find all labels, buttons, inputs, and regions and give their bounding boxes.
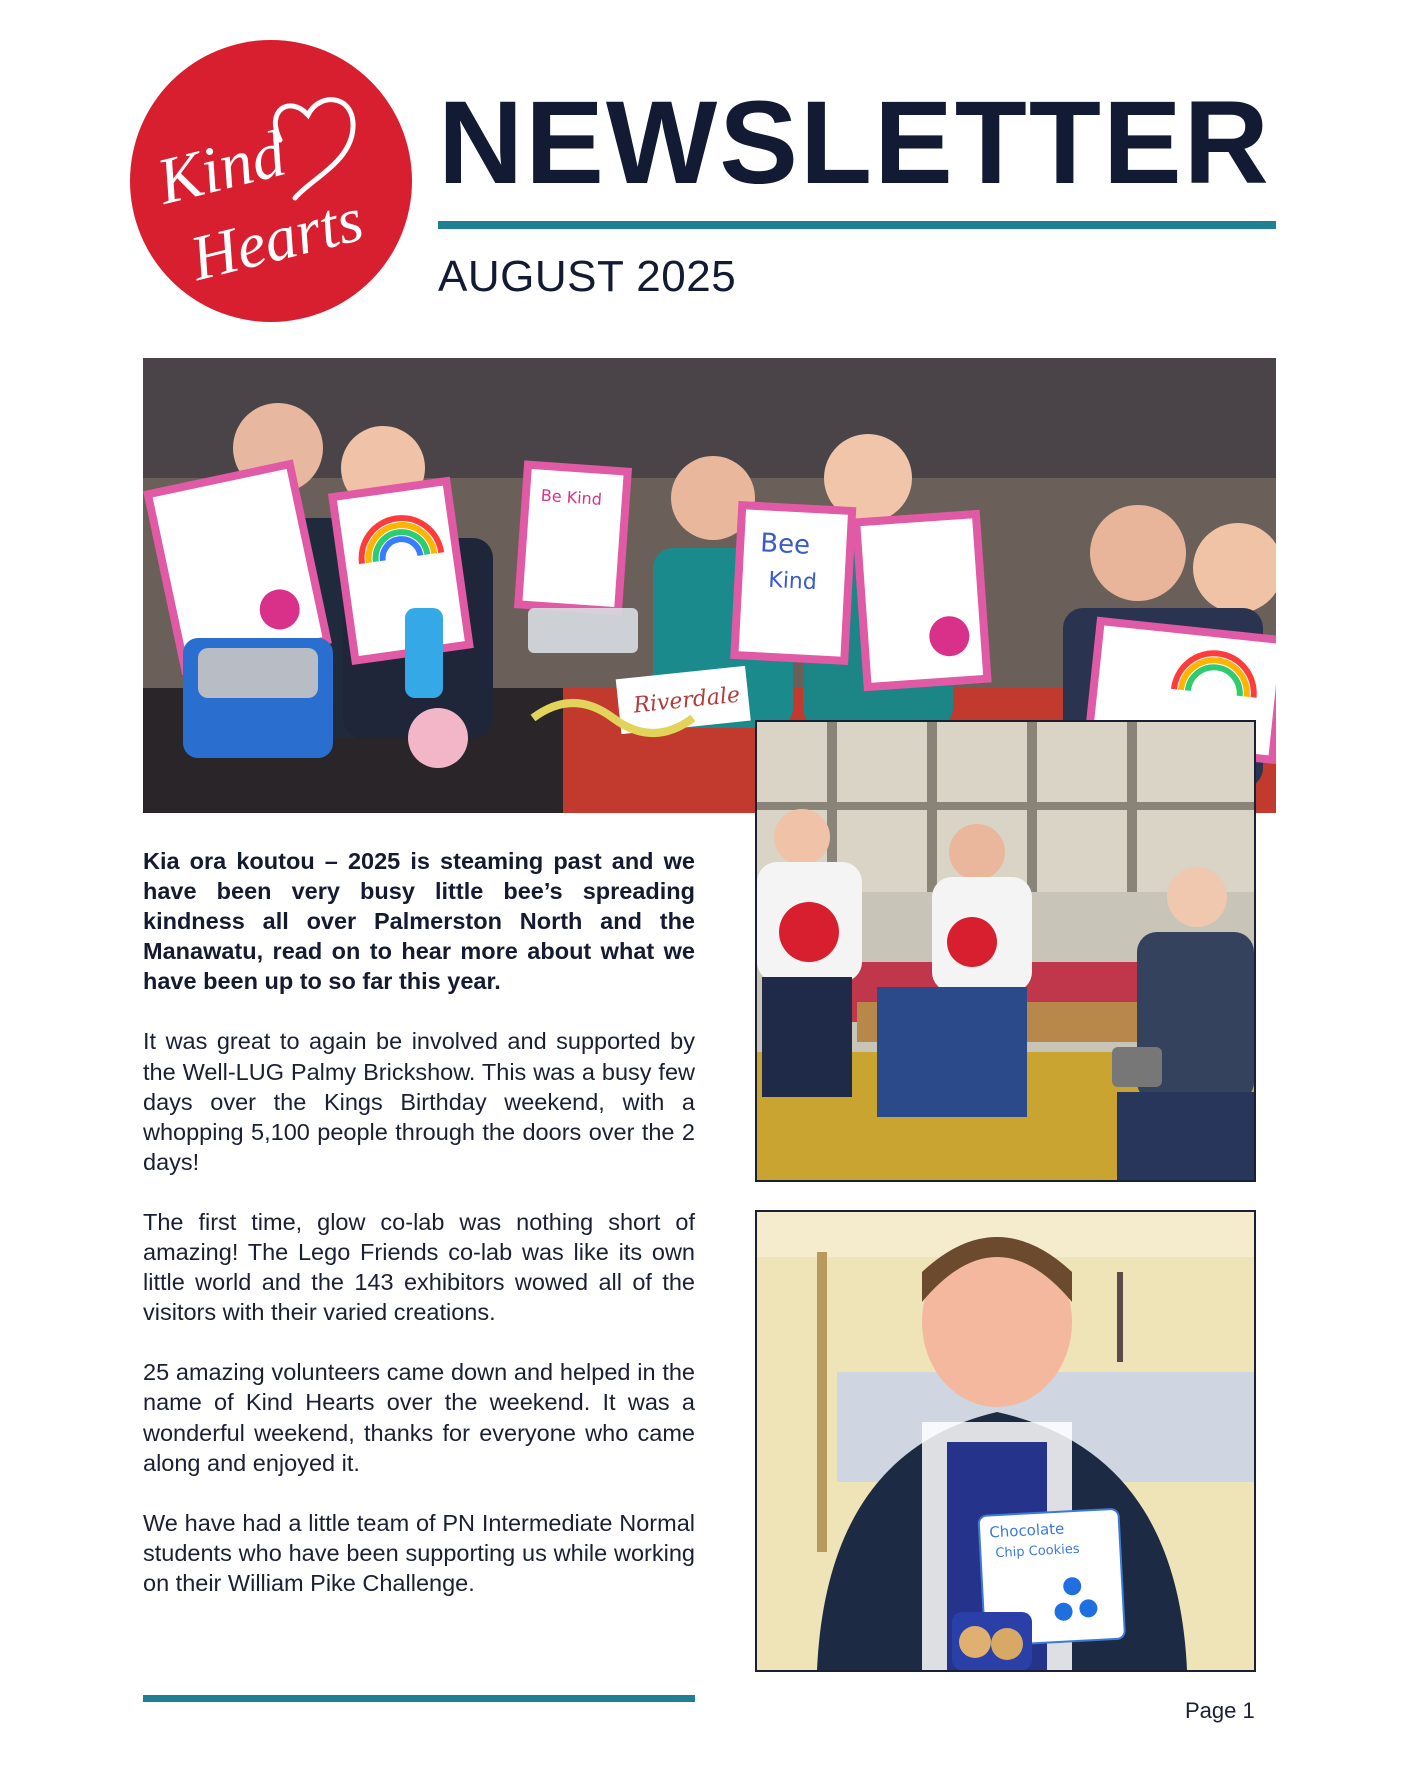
card-title-line1: Chocolate (988, 1519, 1065, 1542)
article-paragraph-glow-colab: The first time, glow co-lab was nothing short of amazing! The Lego Friends co-lab was like its own little world and the 143 exhibitors wowed all of the visitors with their varied creations. (143, 1208, 695, 1326)
page-number: Page 1 (1185, 1698, 1255, 1723)
poster-kind-text: Kind (767, 567, 818, 596)
article-body (143, 846, 695, 1628)
newsletter-title: NEWSLETTER (438, 77, 1271, 209)
poster-be-kind-text: Be Kind (540, 485, 603, 509)
issue-date: AUGUST 2025 (438, 252, 737, 301)
footer-divider (143, 1695, 695, 1702)
school-name-sign: Riverdale (632, 682, 742, 719)
logo-text-hearts: Hearts (183, 183, 370, 295)
student-cookie-photo (755, 1210, 1256, 1672)
article-paragraph-students: We have had a little team of PN Intermediate Normal students who have been supporting us while working on their William Pike Challenge. (143, 1509, 695, 1596)
card-title-line2: Chip Cookies (995, 1541, 1080, 1562)
title-divider (438, 221, 1276, 229)
logo-heart-icon (130, 40, 412, 322)
poster-bee-text: Bee (759, 528, 811, 561)
logo-text-kind: Kind (150, 116, 293, 219)
kind-hearts-logo (130, 40, 412, 322)
article-paragraph-brickshow: It was great to again be involved and supported by the Well-LUG Palmy Brickshow. This was a busy few days over the Kings Birthday weekend, with a whopping 5,100 people through the doors over the 2 days! (143, 1028, 695, 1175)
volunteers-photo (755, 720, 1256, 1182)
article-paragraph-volunteers: 25 amazing volunteers came down and helped in the name of Kind Hearts over the weekend. It was a wonderful weekend, thanks for everyone who came along and enjoyed it. (143, 1359, 695, 1476)
article-intro: Kia ora koutou – 2025 is steaming past and we have been very busy little bee’s spreading kindness all over Palmerston North and the Manawatu, read on to hear more about what we have been up to so far this year. (143, 848, 695, 995)
